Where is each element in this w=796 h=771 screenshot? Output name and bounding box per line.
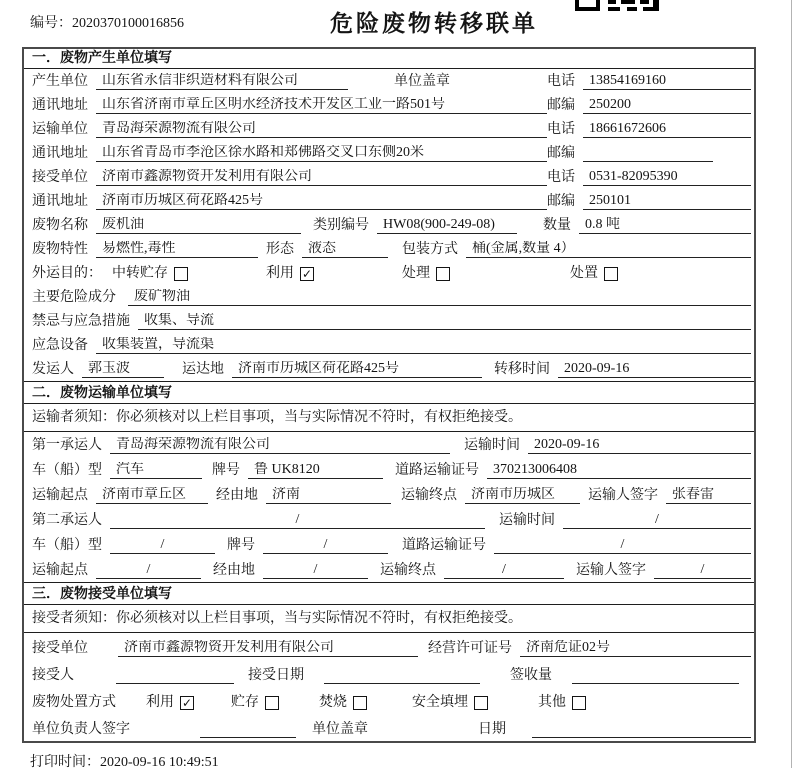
taboo-label: 禁忌与应急措施 <box>32 314 130 329</box>
road-license2-label: 道路运输证号 <box>402 538 486 553</box>
transfer-time-label: 转移时间 <box>494 362 550 377</box>
destination-value: 济南市历城区荷花路425号 <box>232 361 482 378</box>
transport-time2-label: 运输时间 <box>499 513 555 528</box>
accept-unit-row <box>24 633 754 660</box>
vehicle-type2-value: / <box>110 537 215 554</box>
receiver-address-row <box>24 189 754 213</box>
plate2-label: 牌号 <box>227 538 255 553</box>
checkbox-dispose <box>604 267 618 281</box>
road-license2-value: / <box>494 537 751 554</box>
receiver-zip-label: 邮编 <box>547 194 575 209</box>
serial-value: 2020370100016856 <box>72 16 184 31</box>
hazard-label: 主要危险成分 <box>32 290 116 305</box>
checkbox-mark: ✓ <box>181 696 193 710</box>
second-carrier-value: / <box>110 512 485 529</box>
accept-unit-label: 接受单位 <box>32 641 88 656</box>
purpose-opt-dispose-label: 处置 <box>570 266 598 281</box>
purpose-opt-storage-label: 中转贮存 <box>112 266 168 281</box>
purpose-opt-utilize-label: 利用 <box>266 266 294 281</box>
destination-label: 运达地 <box>182 362 224 377</box>
equipment-label: 应急设备 <box>32 338 88 353</box>
disposal-opt-other-label: 其他 <box>538 695 566 710</box>
waste-traits-label: 废物特性 <box>32 242 88 257</box>
taboo-value: 收集、导流 <box>138 313 751 330</box>
transporter-left-group <box>32 121 547 138</box>
producer-value: 山东省永信非织造材料有限公司 <box>96 73 348 90</box>
document-header <box>0 0 796 46</box>
transporter-address-label: 通讯地址 <box>32 146 88 161</box>
serial-number <box>30 12 184 32</box>
transfer-time-value: 2020-09-16 <box>558 361 751 378</box>
transporter-address-value: 山东省青岛市李沧区徐水路和郑佛路交叉口东侧20米 <box>96 145 547 162</box>
transport-time2-value: / <box>563 512 751 529</box>
first-carrier-row <box>24 432 754 457</box>
section-transporter <box>24 381 754 582</box>
qr-code-fragment-icon <box>575 0 659 16</box>
producer-seal-label: 单位盖章 <box>394 74 450 89</box>
receipt-qty-label: 签收量 <box>510 668 552 683</box>
sign-date-value <box>532 723 751 738</box>
waste-code-label: 类别编号 <box>313 218 369 233</box>
plate2-value: / <box>263 537 388 554</box>
transporter-zip-label: 邮编 <box>547 146 575 161</box>
receiver-label: 接受单位 <box>32 170 88 185</box>
waste-code-value: HW08(900-249-08) <box>377 217 517 234</box>
section-receiver <box>24 582 754 741</box>
route2-via-label: 经由地 <box>213 563 255 578</box>
first-carrier-value: 青岛海荣源物流有限公司 <box>110 437 450 454</box>
road-license-value: 370213006408 <box>487 462 751 479</box>
receiver-value: 济南市鑫源物资开发利用有限公司 <box>96 169 547 186</box>
carrier-sign2-label: 运输人签字 <box>576 563 646 578</box>
hazard-value: 废矿物油 <box>128 289 751 306</box>
receiver-phone-value: 0531-82095390 <box>583 169 751 186</box>
carrier-sign-value: 张春雷 <box>666 487 751 504</box>
vehicle2-row <box>24 532 754 557</box>
packing-label: 包装方式 <box>402 242 458 257</box>
section3-header: 三．废物接受单位填写 <box>24 582 754 605</box>
route2-start-value: / <box>96 562 201 579</box>
disposal-label: 废物处置方式 <box>32 695 116 710</box>
checkbox-transfer-storage <box>174 267 188 281</box>
receiver-address-label: 通讯地址 <box>32 194 88 209</box>
waste-qty-label: 数量 <box>543 218 571 233</box>
page-title: 危险废物转移联单 <box>330 11 538 36</box>
producer-row <box>24 69 754 93</box>
receipt-qty-value <box>572 669 739 684</box>
producer-phone-label: 电话 <box>547 74 575 89</box>
disposal-method-row <box>24 687 754 714</box>
producer-address-left-group <box>32 97 547 114</box>
section-producer <box>24 49 754 381</box>
shipper-row <box>24 357 754 381</box>
plate-value: 鲁 UK8120 <box>248 462 383 479</box>
accept-unit-value: 济南市鑫源物资开发利用有限公司 <box>118 640 418 657</box>
transporter-label: 运输单位 <box>32 122 88 137</box>
second-carrier-label: 第二承运人 <box>32 513 102 528</box>
sign-date-label: 日期 <box>478 722 506 737</box>
transporter-address-left-group <box>32 145 547 162</box>
packing-value: 桶(金属,数量 4） <box>466 241 751 258</box>
route-via-label: 经由地 <box>216 488 258 503</box>
disposal-opt-utilize-label: 利用 <box>146 695 174 710</box>
hazard-component-row <box>24 285 754 309</box>
print-time <box>30 751 219 771</box>
first-carrier-label: 第一承运人 <box>32 438 102 453</box>
producer-zip-value: 250200 <box>583 97 751 114</box>
checkbox-utilize-checked <box>300 267 314 281</box>
waste-form-value: 液态 <box>302 241 388 258</box>
transporter-value: 青岛海荣源物流有限公司 <box>96 121 547 138</box>
route2-end-value: / <box>444 562 564 579</box>
vehicle-type-value: 汽车 <box>110 462 202 479</box>
route2-end-label: 运输终点 <box>380 563 436 578</box>
carrier-sign2-value: / <box>654 562 751 579</box>
transporter-phone-value: 18661672606 <box>583 121 751 138</box>
accept-date-value <box>324 669 480 684</box>
producer-zip-label: 邮编 <box>547 98 575 113</box>
section1-header: 一．废物产生单位填写 <box>24 49 754 69</box>
print-time-value: 2020-09-16 10:49:51 <box>100 755 219 770</box>
route2-start-label: 运输起点 <box>32 563 88 578</box>
receiver-address-value: 济南市历城区荷花路425号 <box>96 193 547 210</box>
second-carrier-row <box>24 507 754 532</box>
section2-header: 二．废物运输单位填写 <box>24 381 754 404</box>
disposal-opt-store-label: 贮存 <box>231 695 259 710</box>
receiver-row <box>24 165 754 189</box>
transporter-address-row <box>24 141 754 165</box>
shipper-value: 郭玉波 <box>82 361 164 378</box>
responsible-sign-label: 单位负责人签字 <box>32 722 130 737</box>
route-start-label: 运输起点 <box>32 488 88 503</box>
checkbox-disposal-incinerate <box>353 696 367 710</box>
route2-row <box>24 557 754 582</box>
producer-address-label: 通讯地址 <box>32 98 88 113</box>
receiver-zip-value: 250101 <box>583 193 751 210</box>
waste-form-label: 形态 <box>266 242 294 257</box>
responsible-signature-row <box>24 714 754 741</box>
route-end-value: 济南市历城区 <box>465 487 580 504</box>
checkbox-disposal-other <box>572 696 586 710</box>
emergency-equipment-row <box>24 333 754 357</box>
waste-name-label: 废物名称 <box>32 218 88 233</box>
receiver-left-group <box>32 169 547 186</box>
shipper-label: 发运人 <box>32 362 74 377</box>
unit-seal-label: 单位盖章 <box>312 722 368 737</box>
transporter-notice: 运输者须知：你必须核对以上栏目事项，当与实际情况不符时，有权拒绝接受。 <box>24 404 754 432</box>
transporter-row <box>24 117 754 141</box>
page-edge-divider <box>791 0 792 768</box>
waste-name-value: 废机油 <box>96 217 301 234</box>
route-start-value: 济南市章丘区 <box>96 487 208 504</box>
operating-license-value: 济南危证02号 <box>520 640 751 657</box>
receiver-phone-label: 电话 <box>547 170 575 185</box>
waste-name-row <box>24 213 754 237</box>
plate-label: 牌号 <box>212 463 240 478</box>
waste-traits-value: 易燃性,毒性 <box>96 241 258 258</box>
transfer-purpose-row <box>24 261 754 285</box>
responsible-sign-value <box>200 723 296 738</box>
producer-address-value: 山东省济南市章丘区明水经济技术开发区工业一路501号 <box>96 97 547 114</box>
equipment-value: 收集装置，导流渠 <box>96 337 751 354</box>
serial-label: 编号： <box>30 16 72 31</box>
transporter-phone-label: 电话 <box>547 122 575 137</box>
checkbox-disposal-landfill <box>474 696 488 710</box>
waste-qty-value: 0.8 吨 <box>579 217 751 234</box>
transport-time-label: 运输时间 <box>464 438 520 453</box>
checkbox-disposal-utilize-checked <box>180 696 194 710</box>
checkbox-treat <box>436 267 450 281</box>
acceptor-row <box>24 660 754 687</box>
carrier-sign-label: 运输人签字 <box>588 488 658 503</box>
checkbox-mark: ✓ <box>301 267 313 281</box>
route1-row <box>24 482 754 507</box>
purpose-label: 外运目的： <box>32 266 102 281</box>
vehicle1-row <box>24 457 754 482</box>
producer-left-group <box>32 73 547 90</box>
vehicle-type-label: 车（船）型 <box>32 463 102 478</box>
taboo-measures-row <box>24 309 754 333</box>
print-time-label: 打印时间： <box>30 755 100 770</box>
disposal-opt-incinerate-label: 焚烧 <box>319 695 347 710</box>
purpose-opt-treat-label: 处理 <box>402 266 430 281</box>
producer-address-row <box>24 93 754 117</box>
hazardous-waste-manifest-form <box>22 47 756 743</box>
producer-phone-value: 13854169160 <box>583 73 751 90</box>
transporter-zip-value <box>583 147 713 162</box>
checkbox-disposal-store <box>265 696 279 710</box>
receiver-address-left-group <box>32 193 547 210</box>
receiver-notice: 接受者须知：你必须核对以上栏目事项，当与实际情况不符时，有权拒绝接受。 <box>24 605 754 633</box>
road-license-label: 道路运输证号 <box>395 463 479 478</box>
accept-date-label: 接受日期 <box>248 668 304 683</box>
disposal-opt-landfill-label: 安全填埋 <box>412 695 468 710</box>
operating-license-label: 经营许可证号 <box>428 641 512 656</box>
producer-label: 产生单位 <box>32 74 88 89</box>
acceptor-label: 接受人 <box>32 668 74 683</box>
transport-time-value: 2020-09-16 <box>528 437 751 454</box>
acceptor-value <box>116 669 234 684</box>
vehicle-type2-label: 车（船）型 <box>32 538 102 553</box>
route-via-value: 济南 <box>266 487 391 504</box>
route-end-label: 运输终点 <box>401 488 457 503</box>
route2-via-value: / <box>263 562 368 579</box>
waste-traits-row <box>24 237 754 261</box>
